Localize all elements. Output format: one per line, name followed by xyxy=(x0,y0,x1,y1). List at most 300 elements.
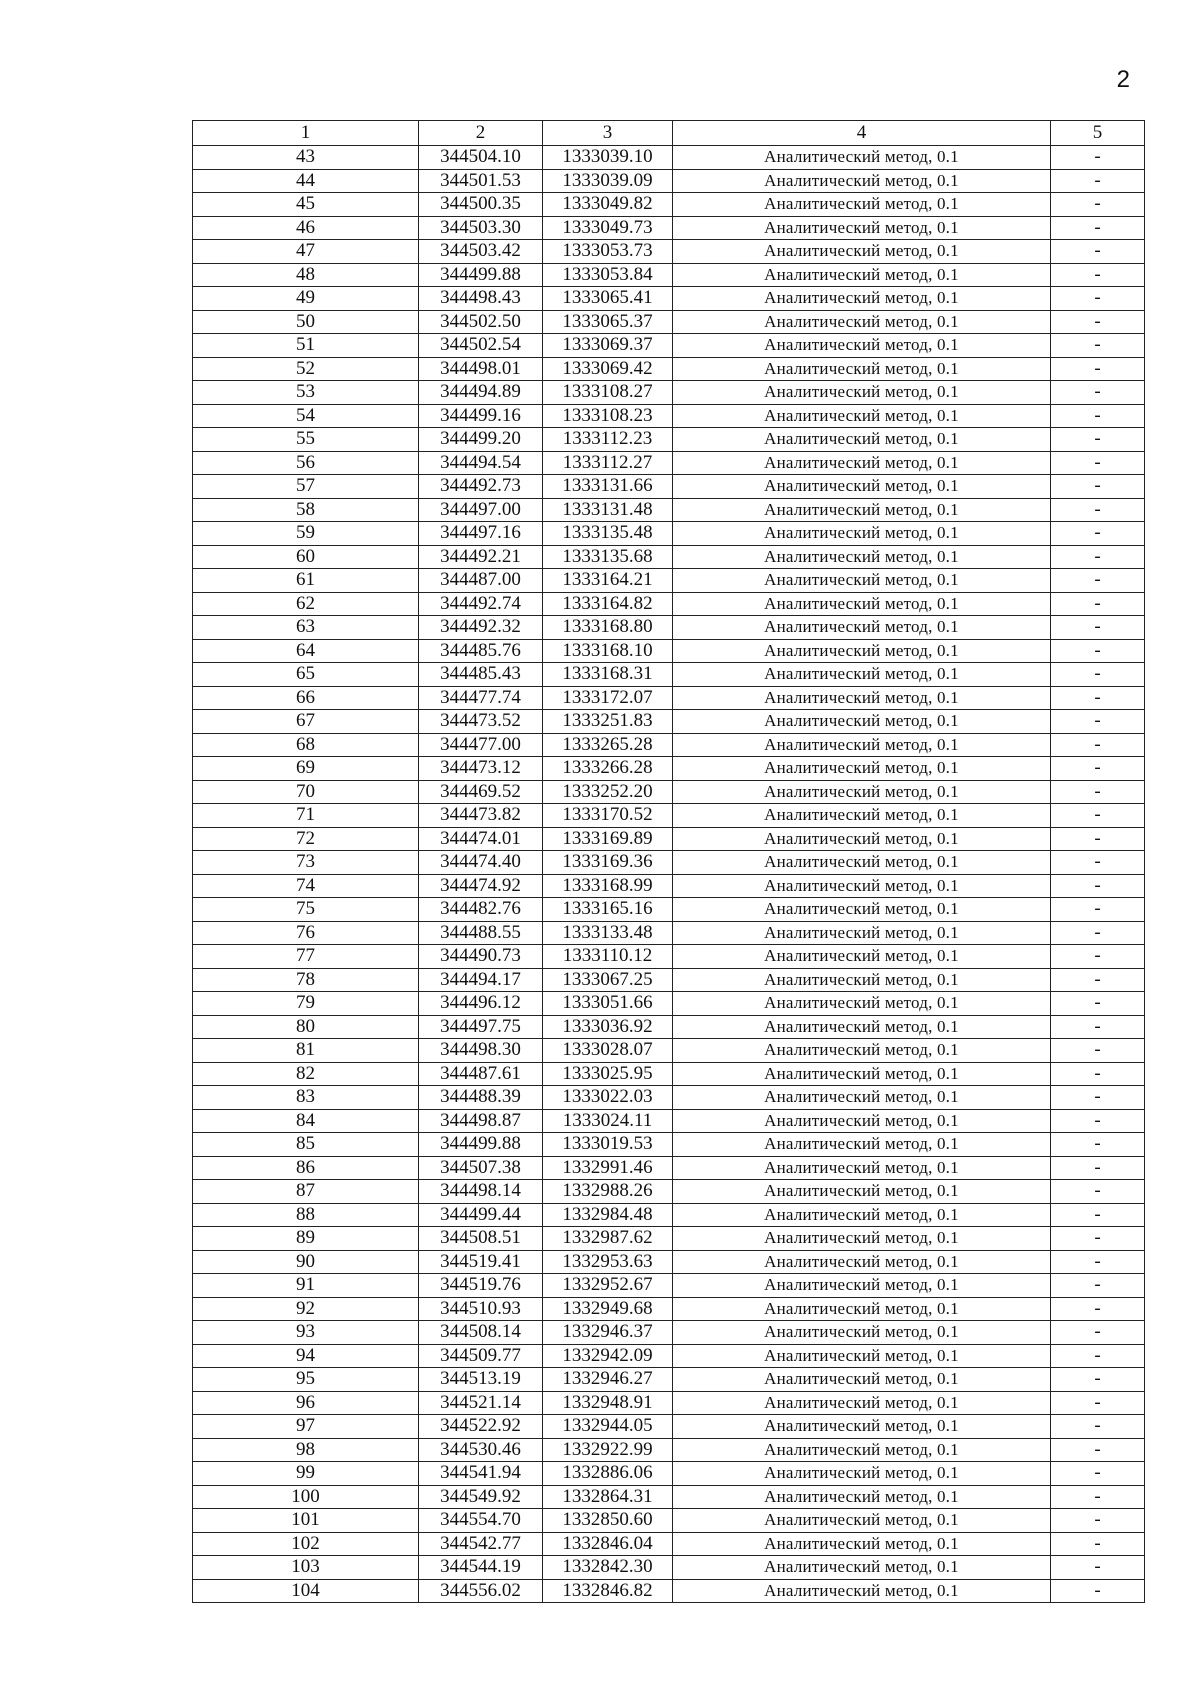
y-coordinate-cell: 1333019.53 xyxy=(543,1133,673,1157)
table-row xyxy=(193,287,1145,311)
point-number-cell: 49 xyxy=(193,287,419,311)
method-cell: Аналитический метод, 0.1 xyxy=(673,874,1051,898)
method-cell: Аналитический метод, 0.1 xyxy=(673,545,1051,569)
y-coordinate-cell: 1333069.37 xyxy=(543,334,673,358)
note-cell: - xyxy=(1051,1462,1145,1486)
y-coordinate-cell: 1333108.23 xyxy=(543,404,673,428)
table-row xyxy=(193,592,1145,616)
x-coordinate-cell: 344503.30 xyxy=(419,216,543,240)
point-number-cell: 60 xyxy=(193,545,419,569)
point-number-cell: 84 xyxy=(193,1109,419,1133)
point-number-cell: 95 xyxy=(193,1368,419,1392)
note-cell: - xyxy=(1051,733,1145,757)
y-coordinate-cell: 1333049.73 xyxy=(543,216,673,240)
table-row xyxy=(193,1039,1145,1063)
point-number-cell: 71 xyxy=(193,804,419,828)
table-row xyxy=(193,1509,1145,1533)
method-cell: Аналитический метод, 0.1 xyxy=(673,1415,1051,1439)
table-row xyxy=(193,874,1145,898)
method-cell: Аналитический метод, 0.1 xyxy=(673,287,1051,311)
x-coordinate-cell: 344492.32 xyxy=(419,616,543,640)
y-coordinate-cell: 1332846.04 xyxy=(543,1532,673,1556)
note-cell: - xyxy=(1051,451,1145,475)
method-cell: Аналитический метод, 0.1 xyxy=(673,169,1051,193)
note-cell: - xyxy=(1051,1485,1145,1509)
method-cell: Аналитический метод, 0.1 xyxy=(673,921,1051,945)
x-coordinate-cell: 344498.87 xyxy=(419,1109,543,1133)
table-row xyxy=(193,545,1145,569)
point-number-cell: 101 xyxy=(193,1509,419,1533)
point-number-cell: 47 xyxy=(193,240,419,264)
method-cell: Аналитический метод, 0.1 xyxy=(673,992,1051,1016)
note-cell: - xyxy=(1051,1297,1145,1321)
y-coordinate-cell: 1333168.31 xyxy=(543,663,673,687)
y-coordinate-cell: 1333108.27 xyxy=(543,381,673,405)
table-row xyxy=(193,334,1145,358)
x-coordinate-cell: 344494.89 xyxy=(419,381,543,405)
method-cell: Аналитический метод, 0.1 xyxy=(673,522,1051,546)
x-coordinate-cell: 344473.12 xyxy=(419,757,543,781)
note-cell: - xyxy=(1051,1039,1145,1063)
method-cell: Аналитический метод, 0.1 xyxy=(673,733,1051,757)
note-cell: - xyxy=(1051,874,1145,898)
y-coordinate-cell: 1333039.09 xyxy=(543,169,673,193)
x-coordinate-cell: 344499.88 xyxy=(419,263,543,287)
table-row xyxy=(193,710,1145,734)
note-cell: - xyxy=(1051,1368,1145,1392)
y-coordinate-cell: 1333024.11 xyxy=(543,1109,673,1133)
note-cell: - xyxy=(1051,357,1145,381)
method-cell: Аналитический метод, 0.1 xyxy=(673,1462,1051,1486)
note-cell: - xyxy=(1051,1532,1145,1556)
point-number-cell: 66 xyxy=(193,686,419,710)
point-number-cell: 56 xyxy=(193,451,419,475)
point-number-cell: 46 xyxy=(193,216,419,240)
note-cell: - xyxy=(1051,780,1145,804)
table-row xyxy=(193,240,1145,264)
note-cell: - xyxy=(1051,1109,1145,1133)
point-number-cell: 62 xyxy=(193,592,419,616)
method-cell: Аналитический метод, 0.1 xyxy=(673,1086,1051,1110)
point-number-cell: 72 xyxy=(193,827,419,851)
x-coordinate-cell: 344497.16 xyxy=(419,522,543,546)
table-row xyxy=(193,757,1145,781)
method-cell: Аналитический метод, 0.1 xyxy=(673,263,1051,287)
y-coordinate-cell: 1332886.06 xyxy=(543,1462,673,1486)
table-row xyxy=(193,921,1145,945)
method-cell: Аналитический метод, 0.1 xyxy=(673,193,1051,217)
column-header-3: 3 xyxy=(543,121,673,146)
table-row xyxy=(193,1156,1145,1180)
y-coordinate-cell: 1333053.73 xyxy=(543,240,673,264)
table-row xyxy=(193,1274,1145,1298)
x-coordinate-cell: 344519.41 xyxy=(419,1250,543,1274)
y-coordinate-cell: 1333164.82 xyxy=(543,592,673,616)
x-coordinate-cell: 344510.93 xyxy=(419,1297,543,1321)
method-cell: Аналитический метод, 0.1 xyxy=(673,757,1051,781)
note-cell: - xyxy=(1051,616,1145,640)
note-cell: - xyxy=(1051,1415,1145,1439)
method-cell: Аналитический метод, 0.1 xyxy=(673,968,1051,992)
y-coordinate-cell: 1332842.30 xyxy=(543,1556,673,1580)
y-coordinate-cell: 1333164.21 xyxy=(543,569,673,593)
y-coordinate-cell: 1332987.62 xyxy=(543,1227,673,1251)
method-cell: Аналитический метод, 0.1 xyxy=(673,1368,1051,1392)
table-row xyxy=(193,827,1145,851)
y-coordinate-cell: 1333265.28 xyxy=(543,733,673,757)
x-coordinate-cell: 344498.14 xyxy=(419,1180,543,1204)
table-row xyxy=(193,1062,1145,1086)
x-coordinate-cell: 344498.30 xyxy=(419,1039,543,1063)
point-number-cell: 104 xyxy=(193,1579,419,1603)
point-number-cell: 90 xyxy=(193,1250,419,1274)
point-number-cell: 55 xyxy=(193,428,419,452)
method-cell: Аналитический метод, 0.1 xyxy=(673,334,1051,358)
x-coordinate-cell: 344507.38 xyxy=(419,1156,543,1180)
y-coordinate-cell: 1333266.28 xyxy=(543,757,673,781)
x-coordinate-cell: 344542.77 xyxy=(419,1532,543,1556)
x-coordinate-cell: 344492.21 xyxy=(419,545,543,569)
point-number-cell: 83 xyxy=(193,1086,419,1110)
x-coordinate-cell: 344492.73 xyxy=(419,475,543,499)
y-coordinate-cell: 1333028.07 xyxy=(543,1039,673,1063)
method-cell: Аналитический метод, 0.1 xyxy=(673,146,1051,170)
x-coordinate-cell: 344504.10 xyxy=(419,146,543,170)
note-cell: - xyxy=(1051,1438,1145,1462)
note-cell: - xyxy=(1051,428,1145,452)
method-cell: Аналитический метод, 0.1 xyxy=(673,381,1051,405)
table-row xyxy=(193,616,1145,640)
method-cell: Аналитический метод, 0.1 xyxy=(673,240,1051,264)
table-row xyxy=(193,1438,1145,1462)
x-coordinate-cell: 344485.76 xyxy=(419,639,543,663)
x-coordinate-cell: 344521.14 xyxy=(419,1391,543,1415)
note-cell: - xyxy=(1051,686,1145,710)
y-coordinate-cell: 1333252.20 xyxy=(543,780,673,804)
x-coordinate-cell: 344487.61 xyxy=(419,1062,543,1086)
table-row xyxy=(193,1321,1145,1345)
table-row xyxy=(193,1109,1145,1133)
method-cell: Аналитический метод, 0.1 xyxy=(673,1227,1051,1251)
x-coordinate-cell: 344530.46 xyxy=(419,1438,543,1462)
table-row xyxy=(193,1462,1145,1486)
x-coordinate-cell: 344494.17 xyxy=(419,968,543,992)
y-coordinate-cell: 1333133.48 xyxy=(543,921,673,945)
y-coordinate-cell: 1333065.41 xyxy=(543,287,673,311)
point-number-cell: 85 xyxy=(193,1133,419,1157)
point-number-cell: 77 xyxy=(193,945,419,969)
point-number-cell: 63 xyxy=(193,616,419,640)
table-row xyxy=(193,851,1145,875)
y-coordinate-cell: 1333036.92 xyxy=(543,1015,673,1039)
y-coordinate-cell: 1333131.66 xyxy=(543,475,673,499)
method-cell: Аналитический метод, 0.1 xyxy=(673,710,1051,734)
x-coordinate-cell: 344473.82 xyxy=(419,804,543,828)
x-coordinate-cell: 344499.88 xyxy=(419,1133,543,1157)
method-cell: Аналитический метод, 0.1 xyxy=(673,428,1051,452)
table-row xyxy=(193,686,1145,710)
method-cell: Аналитический метод, 0.1 xyxy=(673,1062,1051,1086)
x-coordinate-cell: 344509.77 xyxy=(419,1344,543,1368)
table-row xyxy=(193,968,1145,992)
method-cell: Аналитический метод, 0.1 xyxy=(673,404,1051,428)
table-body xyxy=(193,146,1145,1603)
table-row xyxy=(193,475,1145,499)
point-number-cell: 88 xyxy=(193,1203,419,1227)
method-cell: Аналитический метод, 0.1 xyxy=(673,1321,1051,1345)
table-row xyxy=(193,193,1145,217)
table-row xyxy=(193,1015,1145,1039)
note-cell: - xyxy=(1051,663,1145,687)
table-header xyxy=(193,121,1145,146)
method-cell: Аналитический метод, 0.1 xyxy=(673,1344,1051,1368)
table-row xyxy=(193,1368,1145,1392)
note-cell: - xyxy=(1051,1391,1145,1415)
column-header-4: 4 xyxy=(673,121,1051,146)
y-coordinate-cell: 1333067.25 xyxy=(543,968,673,992)
method-cell: Аналитический метод, 0.1 xyxy=(673,1532,1051,1556)
method-cell: Аналитический метод, 0.1 xyxy=(673,1556,1051,1580)
point-number-cell: 81 xyxy=(193,1039,419,1063)
method-cell: Аналитический метод, 0.1 xyxy=(673,475,1051,499)
method-cell: Аналитический метод, 0.1 xyxy=(673,1297,1051,1321)
method-cell: Аналитический метод, 0.1 xyxy=(673,1438,1051,1462)
y-coordinate-cell: 1333251.83 xyxy=(543,710,673,734)
x-coordinate-cell: 344508.14 xyxy=(419,1321,543,1345)
point-number-cell: 57 xyxy=(193,475,419,499)
y-coordinate-cell: 1332946.37 xyxy=(543,1321,673,1345)
method-cell: Аналитический метод, 0.1 xyxy=(673,498,1051,522)
point-number-cell: 58 xyxy=(193,498,419,522)
x-coordinate-cell: 344508.51 xyxy=(419,1227,543,1251)
note-cell: - xyxy=(1051,1556,1145,1580)
point-number-cell: 43 xyxy=(193,146,419,170)
y-coordinate-cell: 1333039.10 xyxy=(543,146,673,170)
table-row xyxy=(193,1297,1145,1321)
y-coordinate-cell: 1333051.66 xyxy=(543,992,673,1016)
x-coordinate-cell: 344502.50 xyxy=(419,310,543,334)
table-row xyxy=(193,1133,1145,1157)
note-cell: - xyxy=(1051,1062,1145,1086)
y-coordinate-cell: 1332988.26 xyxy=(543,1180,673,1204)
point-number-cell: 89 xyxy=(193,1227,419,1251)
note-cell: - xyxy=(1051,1180,1145,1204)
method-cell: Аналитический метод, 0.1 xyxy=(673,780,1051,804)
x-coordinate-cell: 344492.74 xyxy=(419,592,543,616)
note-cell: - xyxy=(1051,1344,1145,1368)
y-coordinate-cell: 1333131.48 xyxy=(543,498,673,522)
x-coordinate-cell: 344498.01 xyxy=(419,357,543,381)
point-number-cell: 91 xyxy=(193,1274,419,1298)
table-row xyxy=(193,498,1145,522)
y-coordinate-cell: 1332922.99 xyxy=(543,1438,673,1462)
y-coordinate-cell: 1332948.91 xyxy=(543,1391,673,1415)
x-coordinate-cell: 344549.92 xyxy=(419,1485,543,1509)
y-coordinate-cell: 1333172.07 xyxy=(543,686,673,710)
note-cell: - xyxy=(1051,240,1145,264)
point-number-cell: 67 xyxy=(193,710,419,734)
method-cell: Аналитический метод, 0.1 xyxy=(673,616,1051,640)
x-coordinate-cell: 344482.76 xyxy=(419,898,543,922)
method-cell: Аналитический метод, 0.1 xyxy=(673,804,1051,828)
point-number-cell: 68 xyxy=(193,733,419,757)
table-row xyxy=(193,1485,1145,1509)
method-cell: Аналитический метод, 0.1 xyxy=(673,569,1051,593)
method-cell: Аналитический метод, 0.1 xyxy=(673,663,1051,687)
note-cell: - xyxy=(1051,475,1145,499)
y-coordinate-cell: 1332946.27 xyxy=(543,1368,673,1392)
table-row xyxy=(193,522,1145,546)
point-number-cell: 52 xyxy=(193,357,419,381)
table-row xyxy=(193,263,1145,287)
y-coordinate-cell: 1332984.48 xyxy=(543,1203,673,1227)
point-number-cell: 70 xyxy=(193,780,419,804)
table-row xyxy=(193,1579,1145,1603)
table-row xyxy=(193,733,1145,757)
method-cell: Аналитический метод, 0.1 xyxy=(673,851,1051,875)
x-coordinate-cell: 344469.52 xyxy=(419,780,543,804)
x-coordinate-cell: 344488.39 xyxy=(419,1086,543,1110)
method-cell: Аналитический метод, 0.1 xyxy=(673,898,1051,922)
note-cell: - xyxy=(1051,1015,1145,1039)
point-number-cell: 99 xyxy=(193,1462,419,1486)
x-coordinate-cell: 344544.19 xyxy=(419,1556,543,1580)
y-coordinate-cell: 1333049.82 xyxy=(543,193,673,217)
table-row xyxy=(193,1203,1145,1227)
point-number-cell: 100 xyxy=(193,1485,419,1509)
x-coordinate-cell: 344541.94 xyxy=(419,1462,543,1486)
method-cell: Аналитический метод, 0.1 xyxy=(673,1109,1051,1133)
point-number-cell: 59 xyxy=(193,522,419,546)
method-cell: Аналитический метод, 0.1 xyxy=(673,686,1051,710)
table-row xyxy=(193,804,1145,828)
x-coordinate-cell: 344498.43 xyxy=(419,287,543,311)
method-cell: Аналитический метод, 0.1 xyxy=(673,639,1051,663)
note-cell: - xyxy=(1051,968,1145,992)
x-coordinate-cell: 344501.53 xyxy=(419,169,543,193)
point-number-cell: 93 xyxy=(193,1321,419,1345)
table-row xyxy=(193,663,1145,687)
note-cell: - xyxy=(1051,1274,1145,1298)
point-number-cell: 92 xyxy=(193,1297,419,1321)
point-number-cell: 76 xyxy=(193,921,419,945)
note-cell: - xyxy=(1051,921,1145,945)
column-header-2: 2 xyxy=(419,121,543,146)
method-cell: Аналитический метод, 0.1 xyxy=(673,1015,1051,1039)
note-cell: - xyxy=(1051,404,1145,428)
note-cell: - xyxy=(1051,287,1145,311)
note-cell: - xyxy=(1051,498,1145,522)
table-row xyxy=(193,146,1145,170)
y-coordinate-cell: 1332850.60 xyxy=(543,1509,673,1533)
method-cell: Аналитический метод, 0.1 xyxy=(673,1133,1051,1157)
y-coordinate-cell: 1333135.48 xyxy=(543,522,673,546)
note-cell: - xyxy=(1051,146,1145,170)
table-row xyxy=(193,1250,1145,1274)
table-row xyxy=(193,780,1145,804)
table-row xyxy=(193,1086,1145,1110)
y-coordinate-cell: 1333168.99 xyxy=(543,874,673,898)
note-cell: - xyxy=(1051,992,1145,1016)
method-cell: Аналитический метод, 0.1 xyxy=(673,1274,1051,1298)
method-cell: Аналитический метод, 0.1 xyxy=(673,216,1051,240)
x-coordinate-cell: 344494.54 xyxy=(419,451,543,475)
x-coordinate-cell: 344488.55 xyxy=(419,921,543,945)
point-number-cell: 69 xyxy=(193,757,419,781)
x-coordinate-cell: 344487.00 xyxy=(419,569,543,593)
point-number-cell: 78 xyxy=(193,968,419,992)
x-coordinate-cell: 344490.73 xyxy=(419,945,543,969)
note-cell: - xyxy=(1051,1156,1145,1180)
point-number-cell: 53 xyxy=(193,381,419,405)
table-row xyxy=(193,310,1145,334)
method-cell: Аналитический метод, 0.1 xyxy=(673,1485,1051,1509)
note-cell: - xyxy=(1051,1203,1145,1227)
point-number-cell: 74 xyxy=(193,874,419,898)
point-number-cell: 44 xyxy=(193,169,419,193)
method-cell: Аналитический метод, 0.1 xyxy=(673,1509,1051,1533)
y-coordinate-cell: 1333069.42 xyxy=(543,357,673,381)
table-row xyxy=(193,381,1145,405)
note-cell: - xyxy=(1051,945,1145,969)
y-coordinate-cell: 1332944.05 xyxy=(543,1415,673,1439)
method-cell: Аналитический метод, 0.1 xyxy=(673,1039,1051,1063)
note-cell: - xyxy=(1051,639,1145,663)
y-coordinate-cell: 1333112.27 xyxy=(543,451,673,475)
table-row xyxy=(193,1180,1145,1204)
x-coordinate-cell: 344496.12 xyxy=(419,992,543,1016)
x-coordinate-cell: 344497.75 xyxy=(419,1015,543,1039)
y-coordinate-cell: 1333053.84 xyxy=(543,263,673,287)
table-row xyxy=(193,357,1145,381)
x-coordinate-cell: 344554.70 xyxy=(419,1509,543,1533)
column-header-5: 5 xyxy=(1051,121,1145,146)
y-coordinate-cell: 1332864.31 xyxy=(543,1485,673,1509)
x-coordinate-cell: 344474.01 xyxy=(419,827,543,851)
table-row xyxy=(193,569,1145,593)
y-coordinate-cell: 1333025.95 xyxy=(543,1062,673,1086)
y-coordinate-cell: 1333169.89 xyxy=(543,827,673,851)
y-coordinate-cell: 1333022.03 xyxy=(543,1086,673,1110)
x-coordinate-cell: 344499.44 xyxy=(419,1203,543,1227)
note-cell: - xyxy=(1051,169,1145,193)
x-coordinate-cell: 344477.00 xyxy=(419,733,543,757)
table-row xyxy=(193,169,1145,193)
note-cell: - xyxy=(1051,1227,1145,1251)
table-row xyxy=(193,1391,1145,1415)
point-number-cell: 98 xyxy=(193,1438,419,1462)
note-cell: - xyxy=(1051,1133,1145,1157)
method-cell: Аналитический метод, 0.1 xyxy=(673,1156,1051,1180)
note-cell: - xyxy=(1051,263,1145,287)
note-cell: - xyxy=(1051,898,1145,922)
table-row xyxy=(193,1532,1145,1556)
point-number-cell: 82 xyxy=(193,1062,419,1086)
method-cell: Аналитический метод, 0.1 xyxy=(673,1391,1051,1415)
x-coordinate-cell: 344500.35 xyxy=(419,193,543,217)
y-coordinate-cell: 1333065.37 xyxy=(543,310,673,334)
note-cell: - xyxy=(1051,569,1145,593)
point-number-cell: 80 xyxy=(193,1015,419,1039)
y-coordinate-cell: 1332952.67 xyxy=(543,1274,673,1298)
point-number-cell: 48 xyxy=(193,263,419,287)
point-number-cell: 54 xyxy=(193,404,419,428)
note-cell: - xyxy=(1051,1321,1145,1345)
point-number-cell: 96 xyxy=(193,1391,419,1415)
note-cell: - xyxy=(1051,1250,1145,1274)
table-row xyxy=(193,1344,1145,1368)
method-cell: Аналитический метод, 0.1 xyxy=(673,592,1051,616)
